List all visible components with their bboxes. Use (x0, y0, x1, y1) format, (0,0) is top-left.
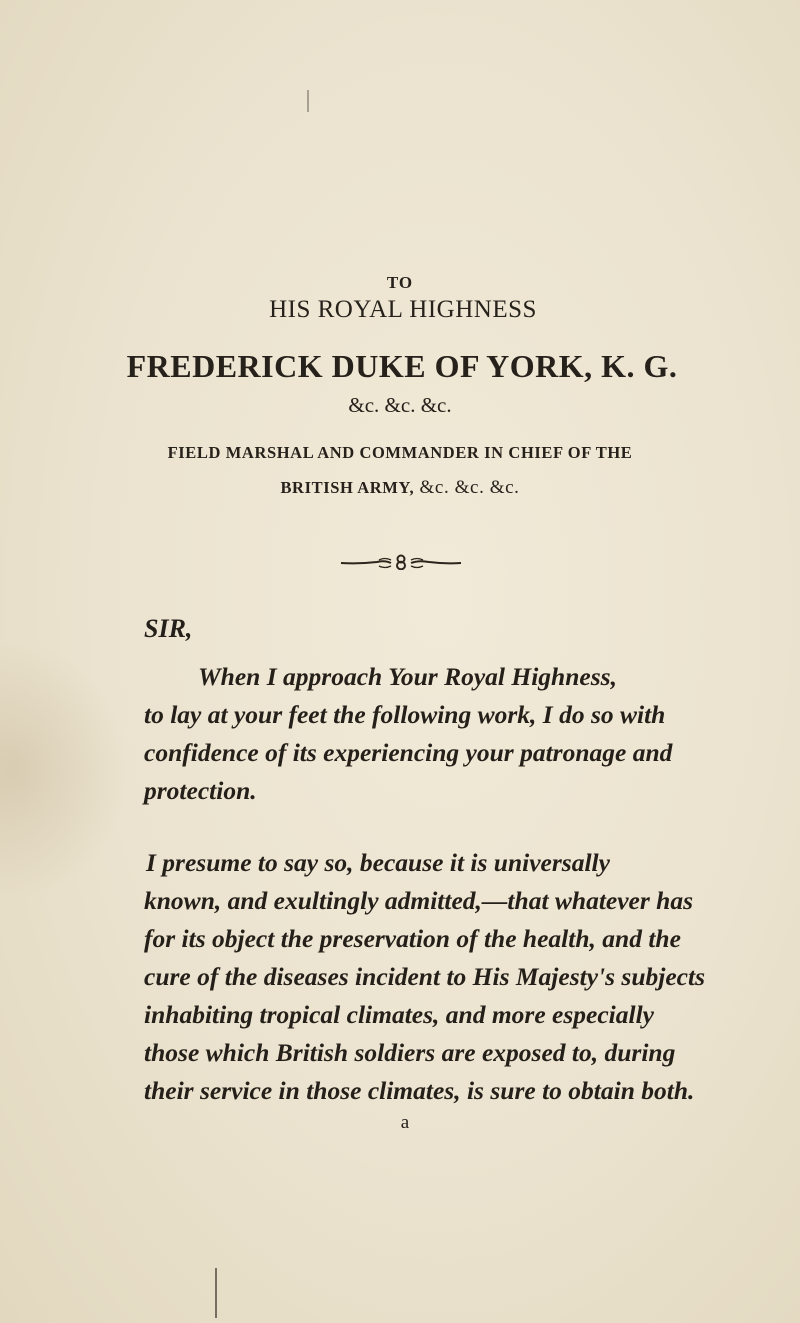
dedication-office-line-1: FIELD MARSHAL AND COMMANDER IN CHIEF OF THE (167, 443, 633, 462)
paragraph-2-line-2: known, and exultingly admitted,—that whatever has (144, 886, 694, 915)
office-line-2-words: BRITISH ARMY, (280, 478, 415, 497)
office-line-2-etc: &c. &c. &c. (419, 477, 520, 498)
paragraph-1-line-2: to lay at your feet the following work, I do so with (144, 700, 666, 729)
paragraph-2-line-7: their service in those climates, is sure to obtain both. (144, 1076, 695, 1105)
paragraph-2-line-1: I presume to say so, because it is universally (146, 848, 610, 877)
ornament-divider-icon (339, 554, 463, 570)
paragraph-2-line-6: those which British soldiers are exposed to, during (144, 1038, 676, 1067)
paragraph-1-line-1: When I approach Your Royal Highness, (198, 662, 617, 691)
dedication-to: TO (386, 273, 414, 292)
page-blemish (307, 90, 309, 112)
dedication-office-line-2 (0, 477, 800, 499)
paragraph-2-line-4: cure of the diseases incident to His Majesty's subjects (144, 962, 705, 991)
dedication-name: FREDERICK DUKE OF YORK, K. G. (126, 348, 678, 384)
page-shading (0, 640, 130, 900)
dedication-title: HIS ROYAL HIGHNESS (269, 296, 537, 323)
paragraph-1-line-3: confidence of its experiencing your patronage and (144, 738, 673, 767)
paragraph-2-line-3: for its object the preservation of the health, and the (144, 924, 681, 953)
paragraph-2-line-5: inhabiting tropical climates, and more especially (144, 1000, 654, 1029)
signature-mark: a (400, 1112, 410, 1133)
dedication-etc: &c. &c. &c. (348, 393, 452, 417)
paragraph-1-line-4: protection. (144, 776, 257, 805)
page-blemish (215, 1268, 217, 1318)
letter-salutation: SIR, (144, 614, 193, 643)
